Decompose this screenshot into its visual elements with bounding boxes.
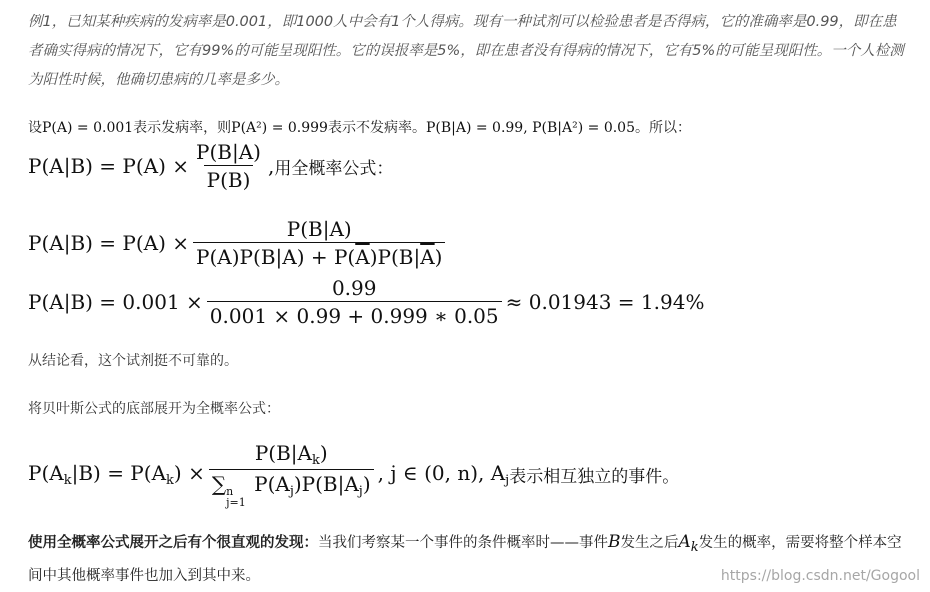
eq4-sum-lower: j=1 <box>226 496 246 509</box>
equation-bayes <box>28 140 393 192</box>
eq1-denominator: P(B) <box>204 165 254 192</box>
given-t1: 表示发病率，则 <box>133 120 232 136</box>
given-pba: P(B|A) = 0.99, P(B|A²) = 0.05 <box>425 120 635 136</box>
final-event-a: A <box>678 532 691 552</box>
given-prefix: 设 <box>28 120 42 136</box>
eq1-note: 用全概率公式： <box>274 158 394 179</box>
final-t3: 发生的概率，需要将整个样本空间中其他概率事件也加入到其中来。 <box>28 535 902 584</box>
eq4-k1: k <box>63 473 72 488</box>
eq4-den-c: ) <box>362 472 371 496</box>
equation-total-probability <box>28 217 449 269</box>
eq4-k2: k <box>166 473 174 488</box>
eq3-numerator: 0.99 <box>331 276 377 300</box>
eq1-fraction <box>193 140 264 192</box>
eq2-den-bar: $\overline{A}$ <box>355 245 370 269</box>
eq4-lhs <box>28 461 205 488</box>
eq2-numerator: P(B|A) <box>286 217 352 241</box>
conclusion-text: 从结论看，这个试剂挺不可靠的。 <box>28 353 238 369</box>
eq4-tail-a: , j ∈ (0, n), A <box>377 461 506 485</box>
eq4-note: 表示相互独立的事件。 <box>509 467 680 487</box>
eq4-num-b: ) <box>319 441 328 465</box>
eq4-fraction <box>209 441 374 508</box>
eq3-fraction <box>207 276 502 328</box>
eq2-den-b: )P(B| <box>369 245 421 269</box>
eq1-lhs: P(A|B) = P(A) × <box>28 154 190 178</box>
eq3-rhs: ≈ 0.01943 = 1.94% <box>505 290 705 314</box>
eq4-sum-symbol: ∑ <box>211 472 227 496</box>
eq2-den-bar2: $\overline{A}$ <box>420 245 435 269</box>
equation-numeric <box>28 276 704 328</box>
final-t2: 发生之后 <box>620 535 679 551</box>
final-event-k: k <box>690 540 699 555</box>
equation-expanded-bayes <box>28 441 679 508</box>
given-pa: P(A) = 0.001 <box>42 120 134 136</box>
eq4-tail-j: j <box>505 473 510 488</box>
given-t3: 。所以： <box>635 120 691 136</box>
eq4-den-j2: j <box>358 484 363 499</box>
eq4-lhs-b: |B) = P(A <box>71 461 167 485</box>
watermark: https://blog.csdn.net/Gogool <box>720 568 920 584</box>
final-bold-lead: 使用全概率公式展开之后有个很直观的发现： <box>28 535 318 551</box>
final-t1: 当我们考察某一个事件的条件概率时——事件 <box>318 535 608 551</box>
given-pnot: P(A²) = 0.999 <box>231 120 328 136</box>
final-event-b: B <box>608 532 621 552</box>
eq4-den-b: )P(B|A <box>293 472 359 496</box>
eq4-lhs-c: ) × <box>173 461 205 485</box>
given-statement <box>28 117 691 137</box>
eq2-den-c: ) <box>434 245 443 269</box>
eq3-denominator: 0.001 × 0.99 + 0.999 ∗ 0.05 <box>207 301 502 328</box>
eq2-den-a: P(A)P(B|A) + P( <box>196 245 356 269</box>
eq3-lhs: P(A|B) = 0.001 × <box>28 290 203 314</box>
expand-intro-text: 将贝叶斯公式的底部展开为全概率公式： <box>28 401 280 417</box>
eq4-den-j: j <box>289 484 294 499</box>
eq4-numerator <box>252 441 331 469</box>
eq2-lhs: P(A|B) = P(A) × <box>28 231 190 255</box>
example-problem: 例1，已知某种疾病的发病率是0.001，即1000人中会有1个人得病。现有一种试剂可以检验患者是否得病，它的准确率是0.99，即在患者确实得病的情况下，它有99%的可能呈现阳性。它的误报率是5%，即在患者没有得病的情况下，它有5%的可能呈现阳性。一个人检测为阳性时候，他确切患病的几率是多少。 <box>28 14 904 88</box>
eq2-fraction <box>193 217 445 269</box>
eq4-den-a: P(A <box>247 472 290 496</box>
eq4-sum-upper: n <box>226 485 234 498</box>
eq1-tail: , <box>268 154 275 178</box>
eq4-denominator <box>209 469 374 508</box>
eq2-denominator <box>193 242 445 269</box>
given-t2: 表示不发病率。 <box>327 120 426 136</box>
eq1-numerator: P(B|A) <box>196 140 261 164</box>
eq4-num-a: P(B|A <box>254 441 312 465</box>
eq4-lhs-a: P(A <box>28 461 64 485</box>
eq4-tail <box>378 461 510 488</box>
eq4-num-k: k <box>311 453 320 468</box>
